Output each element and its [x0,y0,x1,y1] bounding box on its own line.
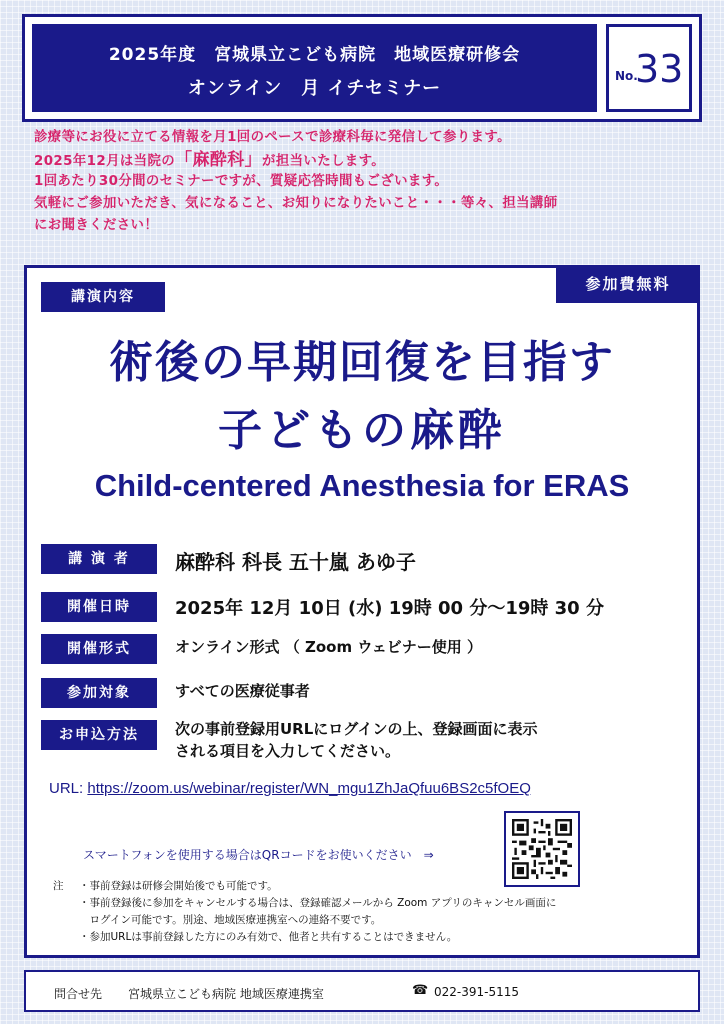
notes-mark: 注 [53,880,64,892]
application-value-line-1: 次の事前登録用URLにログインの上、登録画面に表示 [175,720,538,738]
lecture-title-line-2: 子どもの麻酔 [218,405,506,456]
format-value: オンライン形式 （ Zoom ウェビナー使用 ） [175,638,482,656]
intro-department: 「麻酔科」 [175,150,263,170]
intro-line-2-post: が担当いたします。 [262,154,386,169]
header-title-block [32,24,597,112]
notes-section [49,878,689,946]
phone-icon: ☎ [412,983,429,998]
contact-organization: 宮城県立こども病院 地域医療連携室 [128,987,324,1001]
format-label: 開催形式 [41,634,157,664]
application-value-line-2: される項目を入力してください。 [175,742,401,760]
note-text: ・事前登録後に参加をキャンセルする場合は、登録確認メールから Zoom アプリのキャンセル画面に [79,897,557,909]
qr-code-icon [512,819,572,879]
datetime-label: 開催日時 [41,592,157,622]
registration-url-link[interactable]: https://zoom.us/webinar/register/WN_mgu1ZhJaQfuu6BS2c5fOEQ [87,780,531,797]
intro-line-1: 診療等にお役に立てる情報を月1回のペースで診療科毎に発信して参ります。 [34,130,511,145]
seminar-number-prefix: No. [615,69,638,83]
lecture-title-line-1: 術後の早期回復を目指す [109,337,615,388]
note-item [49,895,689,912]
intro-line-4: 気軽にご参加いただき、気になること、お知りになりたいこと・・・等々、担当講師 [34,196,558,211]
qr-instruction: スマートフォンを使用する場合はQRコードをお使いください ⇒ [83,848,434,862]
note-item [49,912,689,929]
note-text: ・参加URLは事前登録した方にのみ有効で、他者と共有することはできません。 [79,931,458,943]
lecture-title-english: Child-centered Anesthesia for ERAS [94,468,630,503]
speaker-value: 麻酔科 科長 五十嵐 あゆ子 [175,550,416,574]
note-item [49,878,689,895]
intro-line-5: にお聞きください！ [34,218,159,233]
header-panel [22,14,702,122]
audience-label: 参加対象 [41,678,157,708]
contact-footer [24,970,700,1012]
note-item [49,929,689,946]
speaker-label: 講 演 者 [41,544,157,574]
header-line-2: オンライン 月 イチセミナー [187,78,442,99]
qr-code[interactable] [504,811,580,887]
audience-value: すべての医療従事者 [175,682,310,700]
intro-text [34,127,704,237]
free-admission-badge: 参加費無料 [556,265,700,303]
intro-line-2 [34,149,704,171]
header-line-1: 2025年度 宮城県立こども病院 地域医療研修会 [108,45,521,65]
contact-label: 問合せ先 [54,987,103,1001]
application-value [175,718,685,762]
seminar-number-box [606,24,692,112]
seminar-details-panel [24,265,700,958]
intro-line-2-pre: 2025年12月は当院の [34,154,176,169]
seminar-number: 33 [635,47,684,91]
datetime-value: 2025年 12月 10日 (水) 19時 00 分〜19時 30 分 [175,598,604,619]
registration-url-line [49,780,531,797]
application-label: お申込方法 [41,720,157,750]
note-text: ・事前登録は研修会開始後でも可能です。 [79,880,278,892]
intro-line-3: 1回あたり30分間のセミナーですが、質疑応答時間もございます。 [34,174,449,189]
url-label: URL: [49,780,84,797]
contact-phone[interactable]: 022-391-5115 [434,985,520,999]
topic-badge: 講演内容 [41,282,165,312]
note-text: ログイン可能です。別途、地域医療連携室への連絡不要です。 [79,914,382,926]
